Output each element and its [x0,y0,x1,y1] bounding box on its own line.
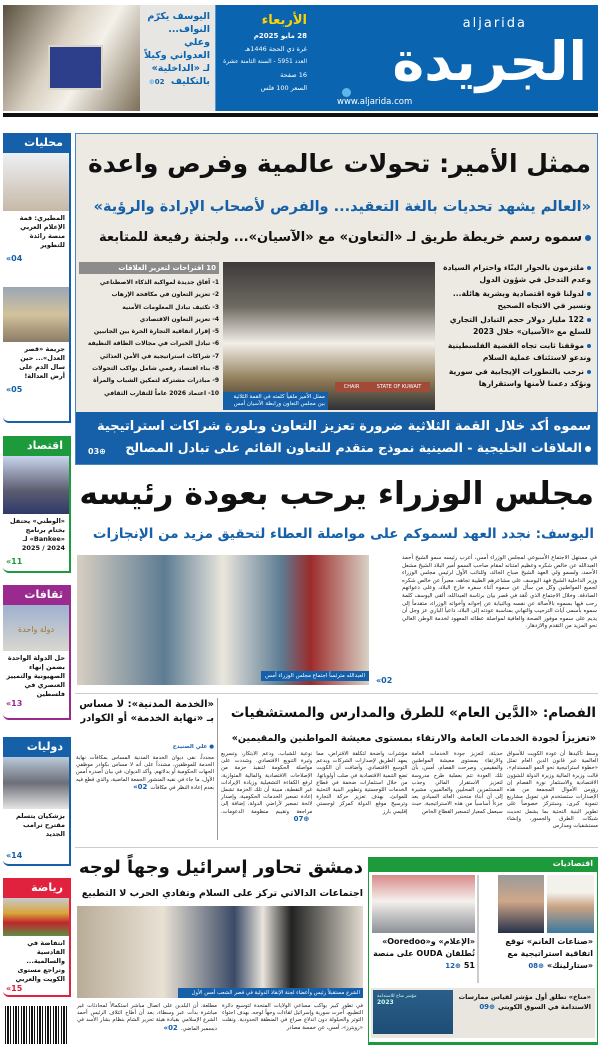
bullet-item: موقفنا ثابت تجاه القضية الفلسطينية وندعو لاستئناف عملية السلام [447,341,591,362]
economy-headline: «مناخ» تطلق أول مؤشر لقياس ممارسات الاستدامة في السوق الكويتي [458,993,591,1011]
proposal-item: 7- شراكات استراتيجية في الأمن الغذائي [99,352,219,360]
page-ref[interactable]: 09⊕ [479,1003,495,1011]
proposals-box [79,262,219,400]
economy-box [368,857,598,1045]
divider [75,847,598,848]
logo-arabic: الجريدة [392,30,587,93]
ghanim-photo [547,875,594,933]
section-label: اقتصاديات [369,858,597,872]
band-line-2: العلاقات الخليجية - الصينية نموذج متقدم للتعاون القائم على تبادل المصالح [121,438,591,458]
ooredoo-photo [372,875,475,933]
sidebar-section-economy[interactable] [3,436,71,573]
photo-caption: ممثل الأمير ملقياً كلمته في القمة الثلاثية بين مجلس التعاون ورابطة الآسيان أمس [223,392,328,410]
logo [330,10,592,110]
page-ref[interactable]: «15 [6,984,23,993]
bullet-item: لدولنا قوة اقتصادية وبشرية هائلة... ونسير في الاتجاه الصحيح [452,289,591,310]
proposal-item: 9- مبادرات مشتركة لتمكين الشباب والمرأة [93,377,219,385]
barcode [5,1006,68,1044]
bullet-item: 122 مليار دولار حجم التبادل التجاري للسلع مع «الآسيان» خلال 2023 [449,315,591,336]
header-teaser-photo [3,5,140,111]
page-ref[interactable]: «04 [6,254,23,263]
divider [75,693,598,694]
sidebar-headline[interactable]: «الوطني» يحتفل بختام برنامج «Bankee» لـ 2024 / 2025 [9,517,65,552]
sidebar-section-international[interactable] [3,737,71,866]
cabinet-photo [77,555,369,685]
price: السعر 100 فلس [260,84,307,92]
page-count: 16 صفحة [280,71,307,79]
sidebar-section-local[interactable] [3,133,71,423]
cabinet-headline[interactable]: مجلس الوزراء يرحب بعودة رئيسه [79,476,594,512]
proposal-item: 10- اعتماد 2026 عاماً للتقارب الثقافي [104,389,219,397]
economy-headline: «الإعلام» و«Ooredoo» تُطلقان OUDA على منصة 51 [373,937,475,970]
proposal-item: 4- تعزيز التعاون الاقتصادي [139,315,219,323]
economy-story-2[interactable] [373,936,475,972]
masthead-rule [3,113,598,117]
main-story [75,133,598,465]
issue-number: العدد 5951 - السنة الثامنة عشرة [223,58,307,65]
page-ref[interactable]: «13 [6,699,23,708]
page-ref[interactable]: «02 [376,676,393,685]
logo-dot-icon [342,88,351,97]
damascus-headline[interactable]: دمشق تحاور إسرائيل وجهاً لوجه [78,857,363,878]
damascus-subheadline: اجتماعات الدالاتي تركز على السلام وتفادي الحرب لا التطبيع [81,888,363,899]
graphic-year: 2023 [377,999,394,1006]
fasam-subheadline: «تعزيزاً لجودة الخدمات العامة والارتقاء بمستوى معيشة المواطنين والمقيمين» [231,733,596,744]
proposal-item: 2- تعزيز التعاون في مكافحة الإرهاب [111,291,219,299]
summit-photo [223,262,435,410]
sidebar-section-sports[interactable] [3,878,71,997]
teaser-title: اليوسف يكرّم النواف... وعلي العدواني وكيلاً لـ «الداخلية» بالتكليف [144,11,210,87]
sidebar-photo [3,153,69,211]
cabinet-body: في مستهل الاجتماع الأسبوعي لمجلس الوزراء أمس، أعرب رئيسه سمو الشيخ أحمد العبدالله عن خالص شكره وعظيم امتنانه لمقام صاحب السمو أمير البلاد الشيخ مشعل الأحمد، ولسمو ولي العهد الشيخ صباح الخالد، وللنائب الأول لرئيس مجلس الوزراء وزير الداخلية الشيخ فهد اليوسف على مشاعرهم الطيبة تجاهه، معبراً عن خالص شكره لجميع المواطنين وكل من سأل عن سموه أثناء سفره خارج البلاد، وعلى دعواتهم الصادقة. وخلال الاجتماع الذي عُقد في قصر بيان برئاسة العبدالله، ألقى اليوسف كلمة رحب فيها بسموه بالأصالة عن نفسه وبالنيابة عن إخوانه وأخواته الوزراء، متقدماً إلى سموه بأسمى آيات الترحيب والتهاني بمناسبة عودته إلى البلاد، داعياً الباري عز وجل أن يديم على سموه موفور الصحة والعافية لمواصلة عطائه المعهود لخدمة الوطن الغالي نحو المزيد من التقدم والازدهار. [402,555,597,630]
website-link[interactable]: www.aljarida.com [337,97,413,107]
teaser-page[interactable]: ⊕02 [148,78,165,86]
header-teaser[interactable] [140,5,215,111]
sidebar-headline[interactable]: المطيري: قمة الإعلام العربي منصة رائدة للتطوير [19,214,65,249]
section-label: اقتصاد [3,436,69,456]
bullet-item: نرحب بالتطورات الإيجابية في سورية ونؤكد دعمنا لأمنها واستقرارها [448,367,591,388]
page-ref[interactable]: 03⊕ [88,447,106,456]
bullet-item: ملتزمون بالحوار البنّاء واحترام السيادة وعدم التدخل في شؤون الدول [443,263,591,284]
weekday: الأربعاء [261,13,307,28]
proposal-item: 8- بناء اقتصاد رقمي شامل يواكب التحولات [92,365,219,373]
fasam-headline[interactable]: الفصام: «الدَّين العام» للطرق والمدارس والمستشفيات [230,705,596,721]
date-hijri: غرة ذي الحجة 1446هـ [244,45,307,53]
section-label: رياضة [3,878,69,898]
economy-story-1[interactable] [483,936,593,972]
page-ref[interactable]: «02 [163,1023,178,1032]
date-gregorian: 28 مايو 2025م [253,32,307,40]
cabinet-subheadline: اليوسف: نجدد العهد لسموكم على مواصلة العطاء لتحقيق مزيد من الإنجازات [92,526,594,542]
column-divider [217,698,218,840]
logo-latin: aljarida [462,16,527,31]
section-label: محليات [3,133,69,153]
section-label: ثقافات [3,585,69,605]
proposal-item: 5- إقرار اتفاقية التجارة الحرة بين الجانبين [93,328,219,336]
page-ref[interactable]: 12⊕ [445,962,461,970]
sidebar-photo [3,287,69,342]
sidebar-section-culture[interactable] [3,585,71,720]
page-ref[interactable]: «05 [6,385,23,394]
sidebar-headline[interactable]: جريمة «قصر العدل»... حين سال الدم على أرض العدالة! [19,345,65,380]
page-ref[interactable]: «14 [6,851,23,860]
civil-service-headline[interactable]: «الخدمة المدنية»: لا مساس بـ «نهاية الخدمة» أو الكوادر [79,699,214,724]
sidebar-headline[interactable]: حل الدولة الواحدة بضمن إنهاء الصهيونية والتمييز العنصري في فلسطين [6,654,65,698]
page-ref[interactable]: «11 [6,557,23,566]
body-column: مؤشرات واضحة لتكلفة الاقتراض، مما يمهد الطريق لإصدارات الشركات ويدعم التوسع الاقتصادي. وأضافت أن الكويت تضع التنمية الاقتصادية في صلب أولوياتها، من خلال استثمارات ضخمة في قطاع الخدمات اللوجستية وتطوير البنية التحتية للموانئ، بهدف تعزيز حركة التجارة وترسيخ موقع الدولة كمركز لوجستي إقليمي بارز [316,751,408,815]
civil-service-body: مجدداً، نفى ديوان الخدمة المدنية المساس بمكافآت نهاية الخدمة للموظفين، مشدداً على أنه لا مساس بكوادر موظفي الجهات الحكومية أو بدلاتهم. وأكد الديوان، في بيان أصدره أمس الأول، ما جاء في نفيه المنشور الجمعة الماضية، والذي قطع فيه بعدم إعادة النظر في مكافآت«02 [76,755,214,791]
page-ref[interactable]: 07⊕ [293,814,310,823]
sidebar-photo [3,757,69,809]
manakh-text [456,992,591,1012]
photo-caption: العبدالله مترئساً اجتماع مجلس الوزراء أمس [261,671,369,681]
proposal-item: 1- آفاق جديدة لمواكبة الذكاء الاصطناعي [99,279,219,286]
body-column: حديثة، لتعزيز جودة الخدمات العامة والارتقاء بمستوى معيشة المواطنين والمقيمين. وصرحت الفصام، أمس، بأن تلك العودة تتم بعملية طرح مدروسة لتعزيز الاستقرار المالي وجذب المستثمرين المحليين والعالميين، مشيرة إلى أن أبناء منحنى العائد السيادي يعد جزءاً أساسياً من هذه الاستراتيجية، حيث سيعمل كمعيار لتسعير القطاع الخاص [411,751,503,815]
manakh-story[interactable] [371,988,595,1038]
fasam-body [221,751,598,830]
main-bullets [441,262,591,390]
damascus-photo [77,906,363,998]
main-band [76,412,597,464]
sidebar-headline[interactable]: بزشكيان يتسلم مقترح ترامب الجديد [15,812,65,838]
sidebar-photo [3,898,69,936]
main-deck: سموه رسم خريطة طريق لـ «التعاون» مع «الآسيان»... ولجنة رفيعة للمتابعة [82,227,591,249]
photo-caption: الشرع مستقبلاً رئيس وأعضاء لجنة الإنقاذ الدولية في قصر الشعب أمس الأول [178,988,363,998]
graphic-title: مؤشر مناخ للاستدامة [377,994,417,999]
date-panel [215,5,313,111]
sustainability-index-graphic [373,990,453,1034]
damascus-body: مطلعة، أن البلدين على اتصال مباشر استكمالاً لمحادثات غير مباشرة بدأت عبر وسطاء، بعد أن أطاح ائتلاف الرئيس أحمد الشرع الإسلامي بقيادة هيئة تحرير الشام بنظام بشار الأسد في ديسمبر الماضي.«02 [77,1003,217,1032]
damascus-body: في تطور كبير يواكب مساعي الولايات المتحدة لتوسيع دائرة التطبيع، أجرت سورية وإسرائيل لقاءات وجهاً لوجه، بهدف احتواء التوتر والحيلولة دون اندلاع صراع في المنطقة الحدودية. ونقلت «رويترز»، أمس، عن خمسة مصادر [222,1003,363,1031]
page-ref[interactable]: 08⊕ [528,962,544,970]
divider [477,875,479,983]
main-subheadline: «العالم يشهد تحديات بالغة التعقيد... والفرص لأصحاب الإرادة والرؤية» [93,199,591,215]
main-headline[interactable]: ممثل الأمير: تحولات عالمية وفرص واعدة [88,149,591,178]
delegation-sign: CHAIR STATE OF KUWAIT [335,382,430,392]
proposal-item: 6- تبادل الخبرات في مجالات الطاقة النظيفة [87,340,219,348]
sidebar-headline[interactable]: انتفاضة في القادسية والسالمية... وتراجع مستوى الكويت والعربي [15,939,65,983]
book-title: دولة واحدة [17,625,55,634]
body-column: نوعية للشباب، ودعم الابتكار، وتسريع وتيرة التنويع الاقتصادي. وشددت على مواصلة الحكومة لتنفيذ حزمة من الإصلاحات الاقتصادية والمالية المتوازية، لرفع الكفاءة التشغيلية وزيادة الإيرادات غير النفطية، مبينة أن تلك الحزمة تشمل إعادة تسعير الخدمات الحكومية، وإصدار لائحة تسعير لأراضي الدولة، إضافة إلى مراجعة وتقييم منظومة الدعومات.07⊕ [221,751,313,823]
proposal-item: 3- تكثيف تبادل المعلومات الأمنية [122,303,219,311]
book-cover [3,605,69,651]
proposals-title: 10 اقتراحات لتعزيز العلاقات [79,262,219,274]
section-label: دوليات [3,737,69,757]
sidebar-photo [3,456,69,514]
band-line-1: سموه أكد خلال القمة الثلاثية ضرورة تعزيز التعاون وبلورة شراكات استراتيجية [97,419,591,434]
author-byline: ● علي الصنيدح [172,744,214,750]
page-ref[interactable]: «02 [133,782,148,791]
starlink-exec-photo [498,875,544,933]
economy-headline: «صناعات الغانم» توقع اتفاقية استراتيجية مع «ستارلينك» [505,937,593,970]
body-column: وسط تأكيدها أن عودة الكويت للأسواق العالمية عبر قانون الدين العام تمثل «خطوة استراتيجية نحو النمو المستدام»، قالت وزيرة المالية وزيرة الدولة للشؤون الاقتصادية والاستثمار نورة الفصام إن رؤوس الأموال المجمعة من هذه الإصدارات ستستخدم في تمويل مشاريع تنموية كبرى، وستتركز خصوصاً على تطوير البنية التحتية بما يشمل تحديث شبكات الطرق والجسور، وإنشاء مستشفيات ومدارس [506,751,598,830]
teaser-block [143,10,210,89]
